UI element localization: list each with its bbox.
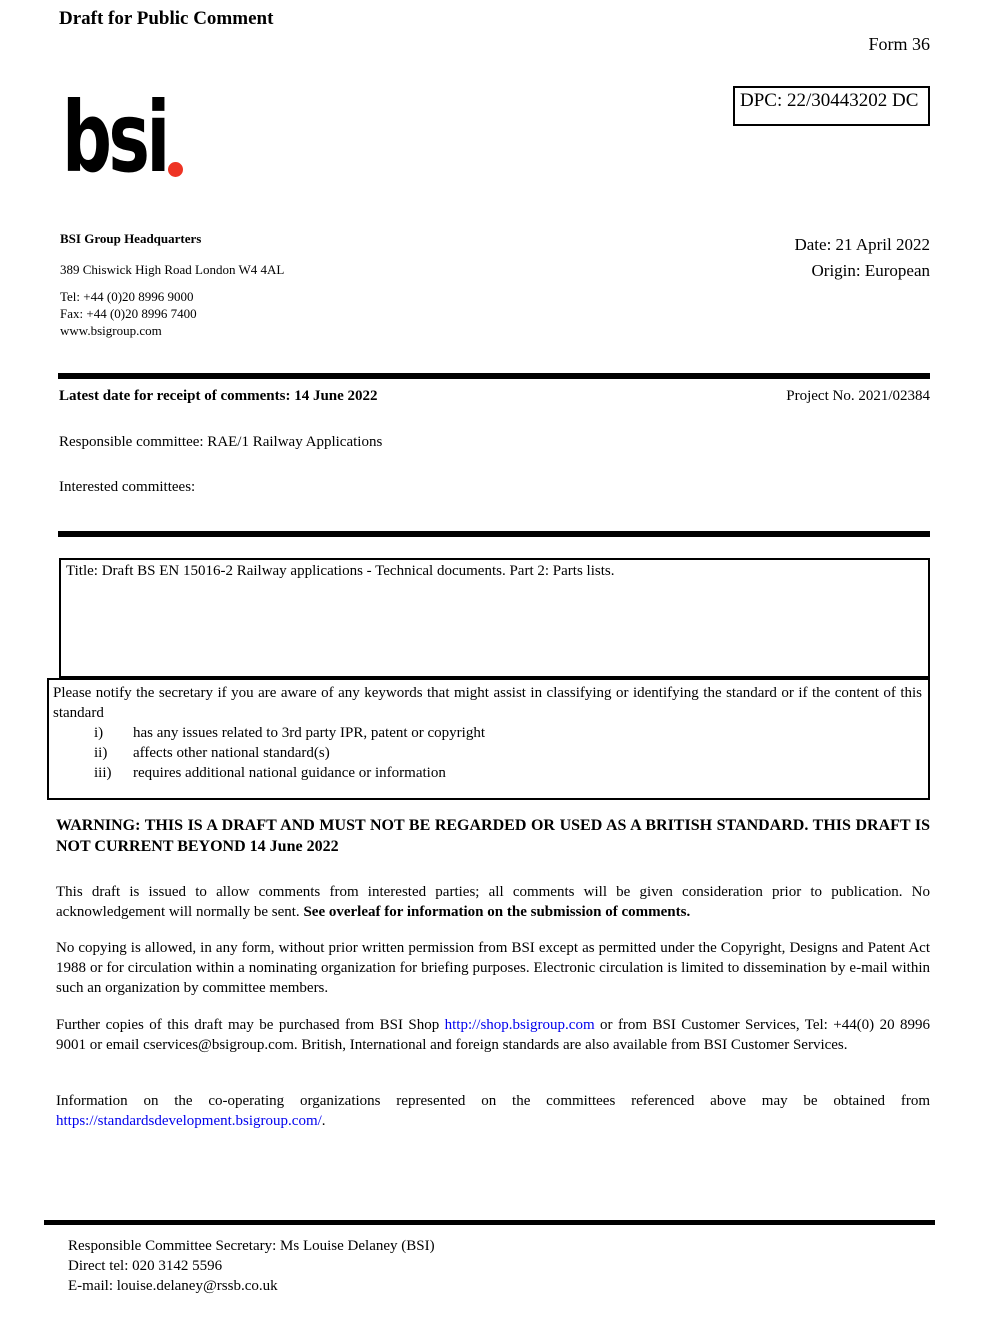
hq-website: www.bsigroup.com (60, 323, 162, 338)
address-block (60, 231, 284, 339)
project-number: Project No. 2021/02384 (786, 388, 930, 404)
title-box (59, 558, 930, 678)
keywords-item (53, 743, 922, 763)
standard-title: Title: Draft BS EN 15016-2 Railway applications - Technical documents. Part 2: Parts lists. (66, 563, 615, 579)
keywords-intro: Please notify the secretary if you are aware of any keywords that might assist in classifying or identifying the standard or if the content of this standard (53, 685, 922, 721)
keywords-item-number: iii) (94, 765, 112, 781)
hq-tel: Tel: +44 (0)20 8996 9000 (60, 289, 194, 304)
draft-issued-text: This draft is issued to allow comments from interested parties; all comments will be given consideration prior to publication. No acknowledgement will normally be sent. (56, 884, 930, 920)
footer-divider-bar (44, 1220, 935, 1225)
draft-for-public-comment-heading: Draft for Public Comment (59, 8, 274, 29)
no-copying-paragraph: No copying is allowed, in any form, without prior written permission from BSI except as permitted under the Copyright, Designs and Patent Act 1988 or for circulation within a nominating organization for briefing purposes. Electronic circulation is limited to dissemination by e-mail within such an organization by committee members. (56, 940, 930, 996)
title-divider-bar (58, 531, 930, 537)
committee-secretary: Responsible Committee Secretary: Ms Louise Delaney (BSI) (68, 1238, 435, 1254)
bsi-logo (62, 81, 192, 194)
keywords-item-number: i) (94, 725, 104, 741)
bsi-logo-text: bsi (62, 81, 167, 194)
form-number: Form 36 (868, 34, 930, 54)
dpc-number: DPC: 22/30443202 DC (740, 90, 919, 111)
footer-block (68, 1236, 435, 1296)
keywords-item-text: affects other national standard(s) (133, 745, 330, 761)
keywords-item-number: ii) (94, 745, 108, 761)
further-copies-text-2: or from BSI Customer Services, Tel: +44(0) 20 8996 9001 or email cservices@bsigroup.com. British, International and foreign standards are also available from BSI Customer Services. (56, 1017, 931, 1053)
top-divider-bar (58, 373, 930, 379)
direct-tel: Direct tel: 020 3142 5596 (68, 1258, 223, 1274)
standards-development-link[interactable]: https://standardsdevelopment.bsigroup.com/ (56, 1113, 322, 1129)
keywords-item-text: requires additional national guidance or information (133, 765, 446, 781)
draft-warning: WARNING: THIS IS A DRAFT AND MUST NOT BE REGARDED OR USED AS A BRITISH STANDARD. THIS DRAFT IS NOT CURRENT BEYOND 14 June 2022 (56, 817, 930, 855)
co-operating-info-paragraph (56, 1091, 930, 1131)
see-overleaf-note: See overleaf for information on the submission of comments. (303, 904, 691, 920)
further-copies-paragraph (56, 1015, 930, 1055)
keywords-item (53, 723, 922, 743)
hq-name: BSI Group Headquarters (60, 231, 202, 246)
interested-committees: Interested committees: (59, 479, 196, 495)
keywords-item-text: has any issues related to 3rd party IPR, patent or copyright (133, 725, 486, 741)
co-operating-info-period: . (321, 1113, 326, 1129)
date-line: Date: 21 April 2022 (794, 235, 930, 254)
latest-date-label: Latest date for receipt of comments: 14 June 2022 (59, 388, 378, 404)
hq-fax: Fax: +44 (0)20 8996 7400 (60, 306, 197, 321)
bsi-shop-link[interactable]: http://shop.bsigroup.com (444, 1017, 595, 1033)
bsi-logo-red-dot-icon (168, 162, 183, 177)
keywords-box (47, 678, 930, 800)
co-operating-info-text: Information on the co-operating organizations represented on the committees referenced above may be obtained from (56, 1093, 930, 1109)
email: E-mail: louise.delaney@rssb.co.uk (68, 1278, 278, 1294)
draft-issued-paragraph (56, 882, 930, 922)
comments-deadline-row (59, 388, 930, 405)
dpc-number-box (733, 86, 930, 126)
keywords-item (53, 763, 922, 783)
responsible-committee: Responsible committee: RAE/1 Railway Applications (59, 434, 383, 450)
hq-street: 389 Chiswick High Road London W4 4AL (60, 262, 285, 277)
origin-line: Origin: European (811, 261, 930, 280)
further-copies-text: Further copies of this draft may be purchased from BSI Shop (56, 1017, 445, 1033)
date-origin-block (794, 232, 930, 284)
